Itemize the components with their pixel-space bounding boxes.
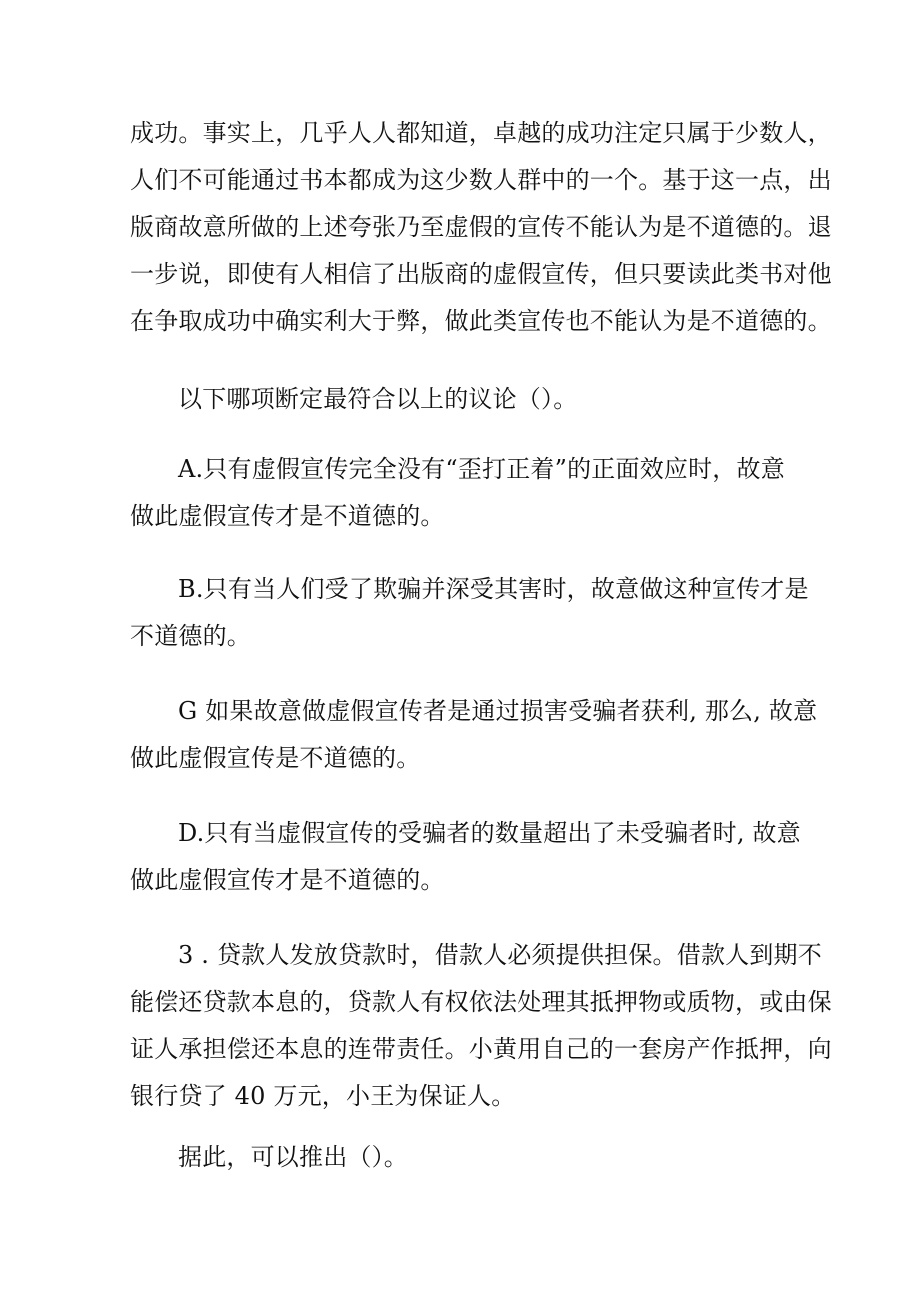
question-stem-3 bbox=[130, 1134, 810, 1181]
option-d bbox=[130, 810, 810, 904]
passage-line: 能偿还贷款本息的，贷款人有权依法处理其抵押物或质物，或由保 bbox=[130, 988, 832, 1016]
option-d-line: 做此虚假宣传才是不道德的。 bbox=[130, 866, 445, 894]
option-a-line: 做此虚假宣传才是不道德的。 bbox=[130, 502, 445, 530]
question-text: 以下哪项断定最符合以上的议论（）。 bbox=[178, 385, 578, 413]
passage-paragraph bbox=[130, 110, 832, 345]
option-b-line: B.只有当人们受了欺骗并深受其害时，故意做这种宣传才是 bbox=[178, 575, 809, 603]
passage-line: 成功。事实上，几乎人人都知道，卓越的成功注定只属于少数人， bbox=[130, 119, 832, 147]
passage-line: 银行贷了 40 万元，小王为保证人。 bbox=[130, 1082, 516, 1110]
option-b-line: 不道德的。 bbox=[130, 622, 251, 650]
passage-line: 一步说，即使有人相信了出版商的虚假宣传，但只要读此类书对他 bbox=[130, 260, 832, 288]
passage-line: 版商故意所做的上述夸张乃至虚假的宣传不能认为是不道德的。退 bbox=[130, 213, 832, 241]
option-a-line: A.只有虚假宣传完全没有“歪打正着”的正面效应时，故意 bbox=[178, 455, 785, 483]
option-c bbox=[130, 688, 818, 782]
passage-line: 在争取成功中确实利大于弊，做此类宣传也不能认为是不道德的。 bbox=[130, 307, 832, 335]
passage-line: 3 . 贷款人发放贷款时，借款人必须提供担保。借款人到期不 bbox=[178, 941, 822, 969]
option-d-line: D.只有当虚假宣传的受骗者的数量超出了未受骗者时, 故意 bbox=[178, 819, 801, 847]
option-b bbox=[130, 566, 810, 660]
passage-line: 证人承担偿还本息的连带责任。小黄用自己的一套房产作抵押，向 bbox=[130, 1035, 832, 1063]
question-stem bbox=[130, 376, 810, 423]
option-c-line: 做此虚假宣传是不道德的。 bbox=[130, 744, 421, 772]
option-c-line: G 如果故意做虚假宣传者是通过损害受骗者获利, 那么, 故意 bbox=[178, 697, 818, 725]
option-a bbox=[130, 446, 810, 540]
passage-paragraph-3 bbox=[130, 932, 832, 1120]
passage-line: 人们不可能通过书本都成为这少数人群中的一个。基于这一点，出 bbox=[130, 166, 832, 194]
question-text: 据此，可以推出（）。 bbox=[178, 1143, 408, 1171]
